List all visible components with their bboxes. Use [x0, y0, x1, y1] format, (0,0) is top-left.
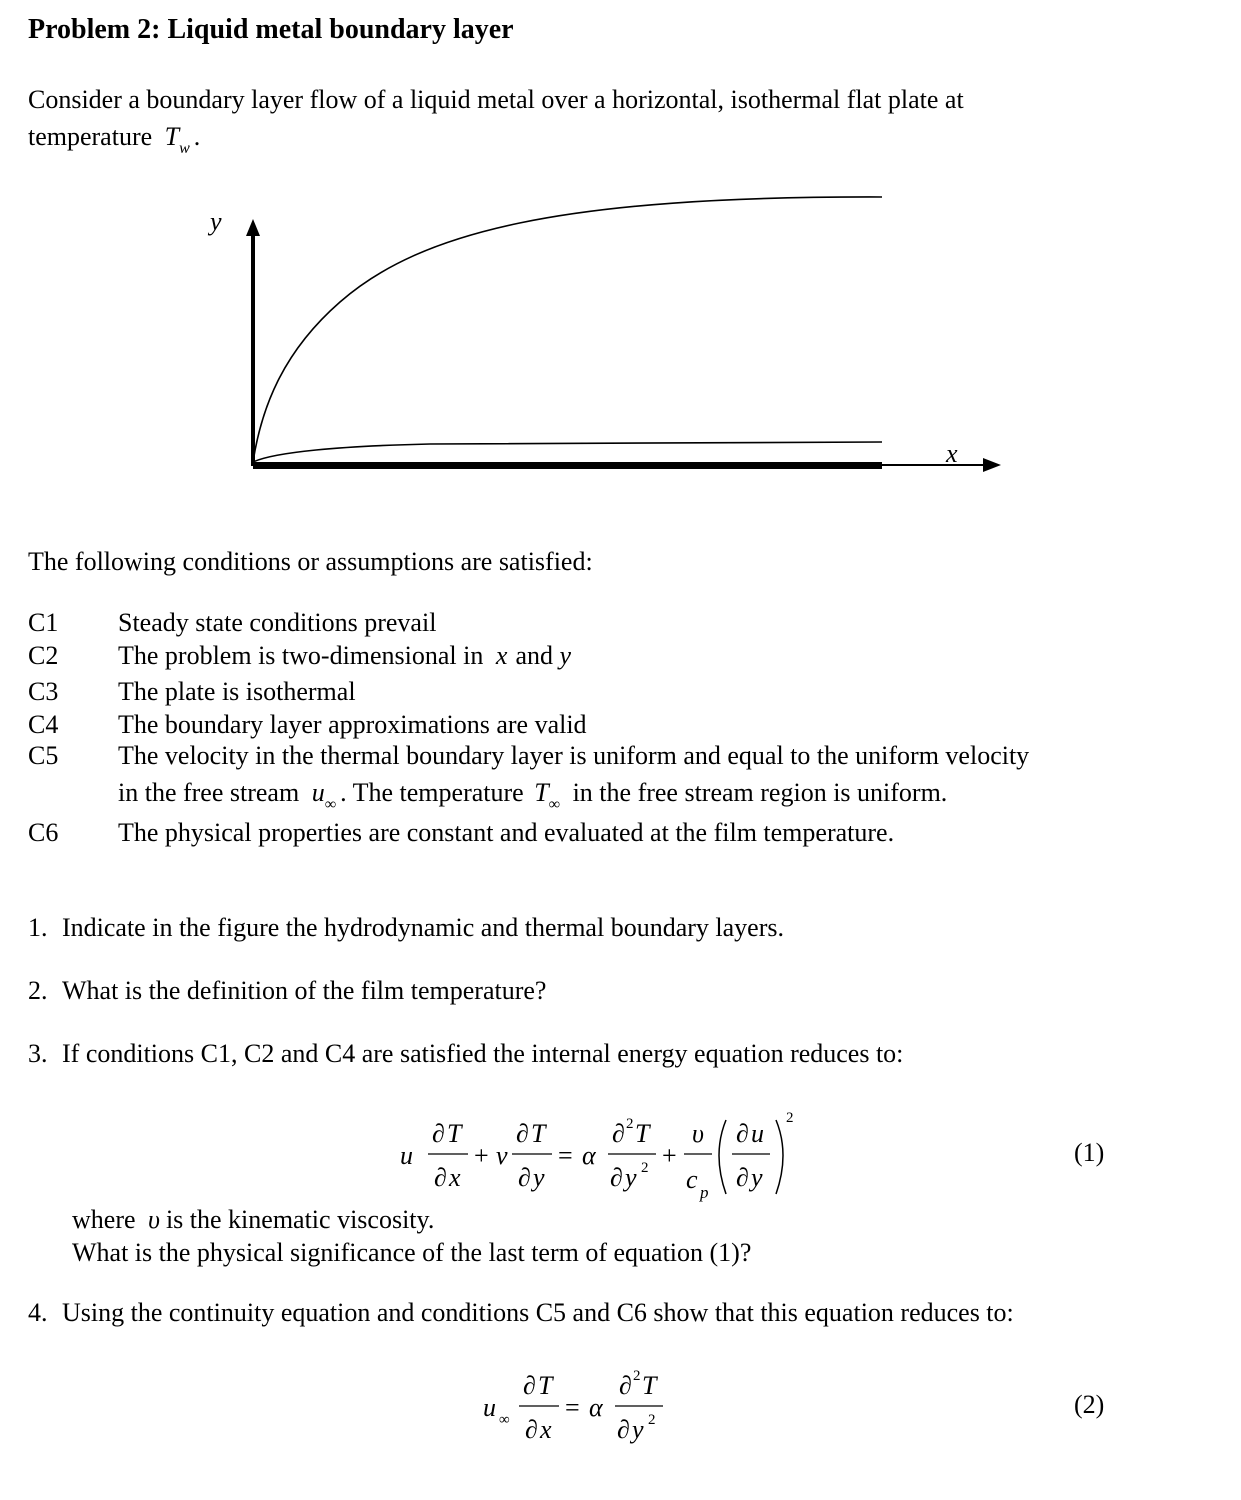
where-text: where — [72, 1205, 136, 1234]
condition-text-part: in the free stream — [118, 778, 300, 807]
eq-exponent: 2 — [626, 1116, 634, 1132]
eq-partial: ∂ — [736, 1119, 749, 1148]
hydrodynamic-boundary-layer-curve — [253, 197, 882, 462]
boundary-layer-figure — [0, 0, 1241, 520]
eq-exponent: 2 — [641, 1160, 649, 1176]
condition-text: The physical properties are constant and evaluated at the film temperature. — [118, 818, 895, 847]
eq-T: T — [642, 1371, 657, 1400]
question-number: 4. — [28, 1298, 48, 1327]
thermal-boundary-layer-curve — [253, 442, 882, 462]
eq-exponent: 2 — [633, 1368, 641, 1384]
q3-significance-question: What is the physical significance of the last term of equation (1)? — [72, 1238, 752, 1267]
question-text: If conditions C1, C2 and C4 are satisfied the internal energy equation reduces to: — [62, 1039, 904, 1068]
eq-T: T — [635, 1119, 650, 1148]
eq-x: x — [449, 1163, 461, 1192]
eq-T: T — [538, 1371, 553, 1400]
condition-text-part: . The temperature — [340, 778, 524, 807]
eq-partial: ∂ — [610, 1163, 623, 1192]
eq-partial: ∂ — [523, 1371, 536, 1400]
eq-partial: ∂ — [516, 1119, 529, 1148]
x-axis-arrow — [983, 458, 1001, 472]
nu-symbol: υ — [148, 1205, 160, 1234]
condition-text-part: The problem is two-dimensional in — [118, 641, 484, 670]
condition-label: C1 — [28, 608, 59, 637]
eq-alpha: α — [582, 1141, 596, 1170]
eq-v: v — [496, 1141, 508, 1170]
x-axis-label: x — [946, 439, 958, 468]
equation-number-2: (2) — [1074, 1390, 1105, 1419]
eq-partial: ∂ — [617, 1415, 630, 1444]
eq-p-subscript: p — [700, 1183, 709, 1202]
condition-label: C2 — [28, 641, 59, 670]
eq-plus: + — [662, 1141, 677, 1170]
eq-exponent: 2 — [648, 1412, 656, 1428]
eq-partial: ∂ — [434, 1163, 447, 1192]
eq-partial: ∂ — [612, 1119, 625, 1148]
eq-plus: + — [474, 1141, 489, 1170]
condition-text-continued — [118, 778, 948, 813]
eq-equals: = — [558, 1141, 573, 1170]
eq-exponent: 2 — [786, 1110, 794, 1126]
left-paren — [719, 1120, 726, 1194]
right-paren — [776, 1120, 783, 1194]
condition-text: The plate is isothermal — [118, 677, 356, 706]
where-text-rest: is the kinematic viscosity. — [165, 1205, 435, 1234]
condition-text-part: and — [515, 641, 553, 670]
eq-y: y — [632, 1415, 644, 1444]
question-number: 3. — [28, 1039, 48, 1068]
eq-y: y — [751, 1163, 763, 1192]
question-number: 1. — [28, 913, 48, 942]
y-axis-label: y — [210, 207, 222, 236]
condition-label: C3 — [28, 677, 59, 706]
eq-c: c — [686, 1165, 698, 1194]
conditions-intro: The following conditions or assumptions are satisfied: — [28, 547, 593, 576]
eq-u: u — [483, 1393, 496, 1422]
equation-2 — [475, 1362, 695, 1462]
eq-u: u — [751, 1119, 764, 1148]
eq-T: T — [531, 1119, 546, 1148]
condition-text: Steady state conditions prevail — [118, 608, 437, 637]
condition-text-part: in the free stream region is uniform. — [572, 778, 948, 807]
equation-number-1: (1) — [1074, 1138, 1105, 1167]
tw-symbol: T — [164, 122, 180, 151]
problem-title: Problem 2: Liquid metal boundary layer — [28, 14, 514, 45]
condition-text: The velocity in the thermal boundary layer is uniform and equal to the uniform velocity — [118, 741, 1030, 770]
intro-line-1: Consider a boundary layer flow of a liquid metal over a horizontal, isothermal flat plate at — [28, 85, 964, 114]
equation-1 — [390, 1100, 810, 1210]
condition-label: C5 — [28, 741, 59, 770]
eq-infinity-subscript: ∞ — [499, 1412, 510, 1428]
question-text: What is the definition of the film temperature? — [62, 976, 547, 1005]
condition-text — [118, 641, 571, 671]
eq-partial: ∂ — [736, 1163, 749, 1192]
infinity-subscript: ∞ — [324, 796, 337, 813]
t-symbol: T — [534, 778, 549, 807]
eq-partial: ∂ — [432, 1119, 445, 1148]
var-y: y — [559, 641, 572, 670]
eq-u: u — [400, 1141, 413, 1170]
condition-text: The boundary layer approximations are valid — [118, 710, 587, 739]
eq-partial: ∂ — [525, 1415, 538, 1444]
condition-label: C6 — [28, 818, 59, 847]
tw-subscript: w — [179, 140, 190, 157]
eq-nu: υ — [692, 1119, 704, 1148]
eq-y: y — [625, 1163, 637, 1192]
eq-equals: = — [565, 1393, 580, 1422]
question-number: 2. — [28, 976, 48, 1005]
y-axis-arrow — [246, 219, 260, 236]
flat-plate — [253, 462, 882, 469]
q3-where-line — [72, 1202, 434, 1238]
intro-prefix: temperature — [28, 122, 153, 151]
question-text: Indicate in the figure the hydrodynamic and thermal boundary layers. — [62, 913, 784, 942]
eq-partial: ∂ — [518, 1163, 531, 1192]
eq-T: T — [447, 1119, 462, 1148]
infinity-subscript: ∞ — [548, 796, 561, 813]
condition-label: C4 — [28, 710, 59, 739]
question-text: Using the continuity equation and conditions C5 and C6 show that this equation reduces to: — [62, 1298, 1014, 1327]
var-x: x — [495, 641, 508, 670]
eq-partial: ∂ — [619, 1371, 632, 1400]
u-symbol: u — [311, 778, 325, 807]
eq-x: x — [540, 1415, 552, 1444]
eq-alpha: α — [589, 1393, 603, 1422]
intro-period: . — [193, 122, 201, 151]
eq-y: y — [533, 1163, 545, 1192]
